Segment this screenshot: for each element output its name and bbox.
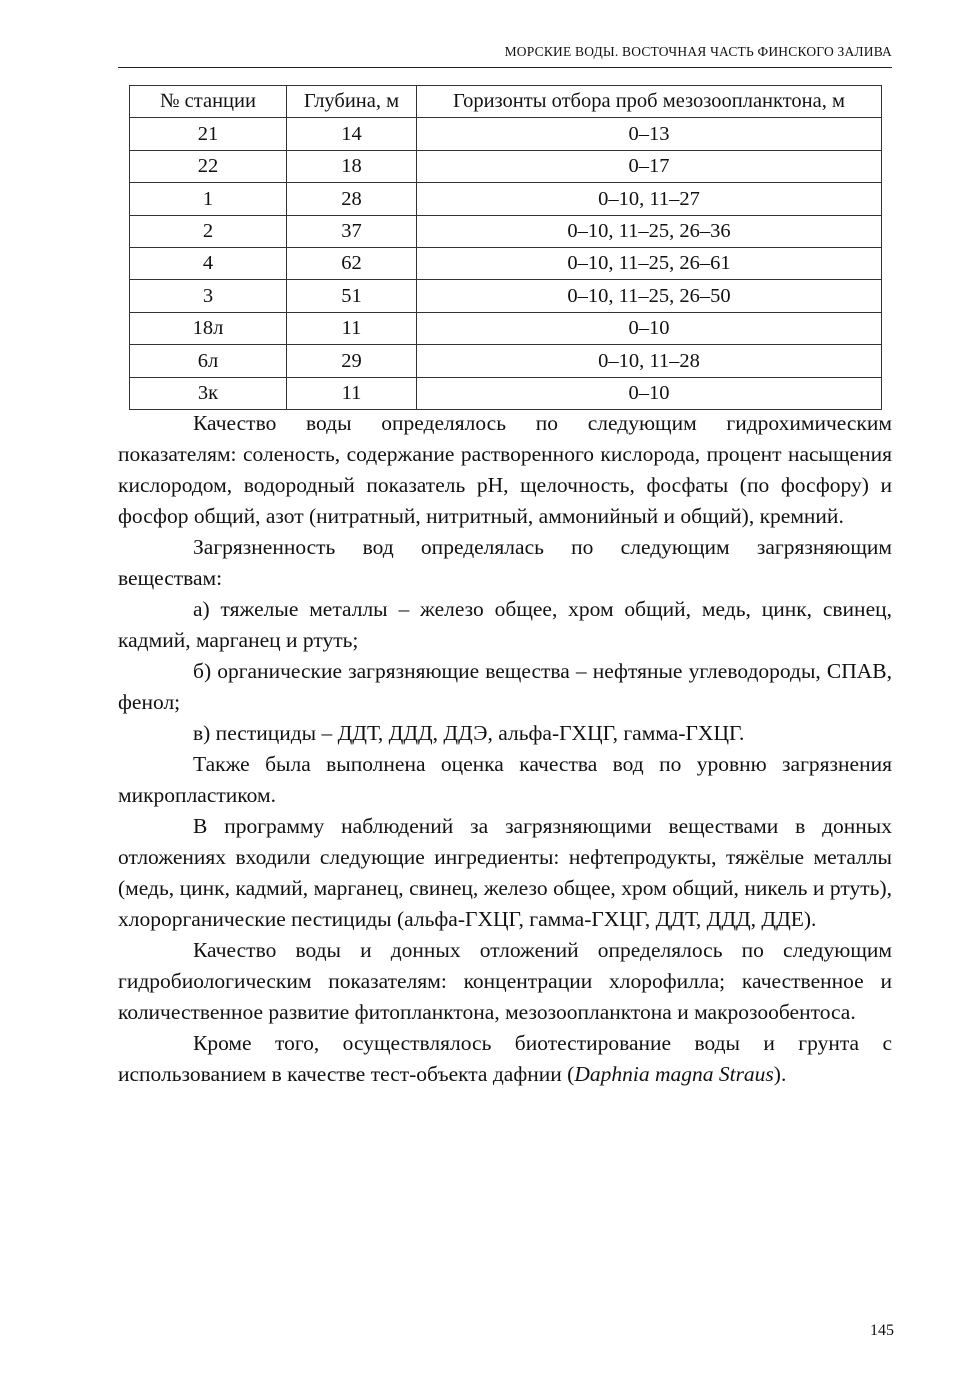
cell-depth: 62: [287, 247, 417, 279]
cell-depth: 51: [287, 280, 417, 312]
list-item-pesticides: в) пестициды – ДДТ, ДДД, ДДЭ, альфа-ГХЦГ, гамма-ГХЦГ.: [193, 721, 745, 745]
table-row: [130, 345, 882, 377]
paragraph-biotesting: [118, 1028, 892, 1090]
table-row: [130, 280, 882, 312]
table-row: [130, 312, 882, 344]
paragraph-sediments-program: В программу наблюдений за загрязняющими веществами в донных отложениях входили следующие ингредиенты: нефтепродукты, тяжёлые металлы (медь, цинк, кадмий, марганец, свинец, железо общее, хром общий, никель и ртуть), хлорорганические пестициды (альфа-ГХЦГ, гамма-ГХЦГ, ДДТ, ДДД, ДДЕ).: [118, 814, 892, 931]
page-number: 145: [870, 1322, 894, 1339]
cell-horizons: 0–10, 11–25, 26–36: [417, 215, 882, 247]
cell-station: 18л: [130, 312, 287, 344]
biotesting-text-end: ).: [773, 1062, 787, 1086]
cell-horizons: 0–10: [417, 377, 882, 409]
cell-station: 3: [130, 280, 287, 312]
table-row: [130, 150, 882, 182]
list-item-organic-pollutants: б) органические загрязняющие вещества – нефтяные углеводороды, СПАВ, фенол;: [118, 659, 892, 714]
cell-horizons: 0–10, 11–25, 26–61: [417, 247, 882, 279]
cell-depth: 29: [287, 345, 417, 377]
cell-station: 1: [130, 183, 287, 215]
table-row: [130, 118, 882, 150]
cell-depth: 14: [287, 118, 417, 150]
cell-horizons: 0–10, 11–28: [417, 345, 882, 377]
cell-depth: 11: [287, 377, 417, 409]
column-header-horizons: Горизонты отбора проб мезозоопланктона, м: [417, 86, 882, 118]
cell-depth: 18: [287, 150, 417, 182]
cell-station: 3к: [130, 377, 287, 409]
cell-station: 2: [130, 215, 287, 247]
sampling-stations-table: [129, 85, 882, 410]
column-header-depth: Глубина, м: [287, 86, 417, 118]
paragraph-pollution-intro: Загрязненность вод определялась по следующим загрязняющим веществам:: [118, 535, 892, 590]
paragraph-hydrobiological-indicators: Качество воды и донных отложений определялось по следующим гидробиологическим показателям: концентрации хлорофилла; качественное и количественное развитие фитопланктона, мезозоопланктона и макрозообентоса.: [118, 938, 892, 1024]
running-header: МОРСКИЕ ВОДЫ. ВОСТОЧНАЯ ЧАСТЬ ФИНСКОГО ЗАЛИВА: [504, 44, 892, 59]
cell-station: 21: [130, 118, 287, 150]
cell-horizons: 0–10: [417, 312, 882, 344]
cell-station: 22: [130, 150, 287, 182]
cell-station: 4: [130, 247, 287, 279]
table-header-row: [130, 86, 882, 118]
cell-station: 6л: [130, 345, 287, 377]
cell-depth: 37: [287, 215, 417, 247]
table-row: [130, 215, 882, 247]
table-row: [130, 183, 882, 215]
table-row: [130, 377, 882, 409]
header-divider: [118, 67, 892, 68]
biotesting-text: Кроме того, осуществлялось биотестирование воды и грунта с использованием в качестве тест-объекта дафнии (: [118, 1031, 892, 1086]
cell-horizons: 0–17: [417, 150, 882, 182]
paragraph-microplastics: Также была выполнена оценка качества вод по уровню загрязнения микропластиком.: [118, 752, 892, 807]
cell-horizons: 0–10, 11–25, 26–50: [417, 280, 882, 312]
column-header-station: № станции: [130, 86, 287, 118]
table-row: [130, 247, 882, 279]
species-name: Daphnia magna Straus: [574, 1062, 774, 1086]
list-item-heavy-metals: а) тяжелые металлы – железо общее, хром общий, медь, цинк, свинец, кадмий, марганец и ртуть;: [118, 597, 892, 652]
cell-depth: 11: [287, 312, 417, 344]
cell-horizons: 0–10, 11–27: [417, 183, 882, 215]
cell-horizons: 0–13: [417, 118, 882, 150]
paragraph-water-quality-indicators: Качество воды определялось по следующим гидрохимическим показателям: соленость, содержание растворенного кислорода, процент насыщения кислородом, водородный показатель pH, щелочность, фосфаты (по фосфору) и фосфор общий, азот (нитратный, нитритный, аммонийный и общий), кремний.: [118, 411, 892, 528]
cell-depth: 28: [287, 183, 417, 215]
body-text: [118, 408, 892, 1090]
